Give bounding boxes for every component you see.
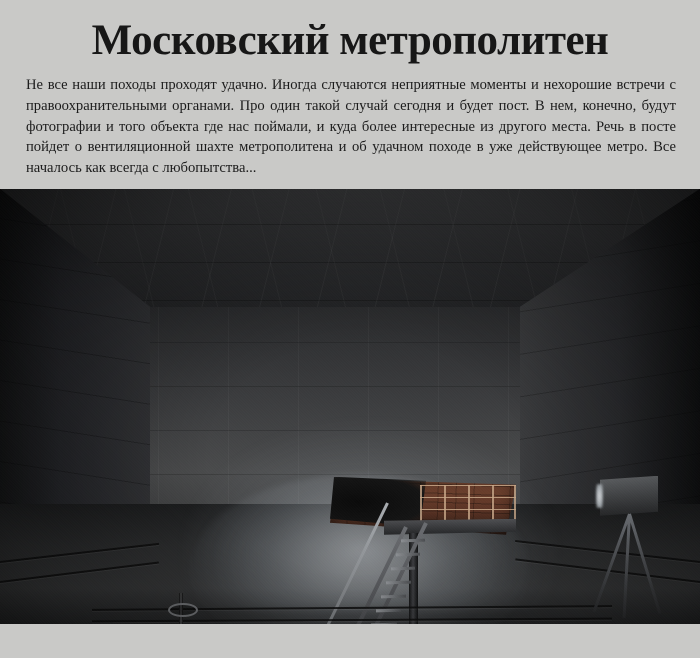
photo-scene [0,189,700,624]
pipe-valve-fixture [168,593,194,624]
tripod-leg [628,513,661,613]
article-photo [0,189,700,624]
article-intro-text: Не все наши походы проходят удачно. Иногда случаются неприятные моменты и нехорошие встречи с правоохранительными органами. Про один такой случай сегодня и будет пост. В нем, конечно, будут фотографии и того объекта где нас поймали, и куда более интересные из другого места. Речь в посте пойдет о вентиляционной шахте метрополитена и об удачном походе в уже действующее метро. Все началось как всегда с любопытства... [26,77,676,177]
tripod-floodlight [582,476,678,616]
floodlight-lens [596,484,603,508]
floodlight-housing [600,476,658,516]
page-title: Московский метрополитен [91,17,609,64]
hatch-railing [420,485,516,523]
